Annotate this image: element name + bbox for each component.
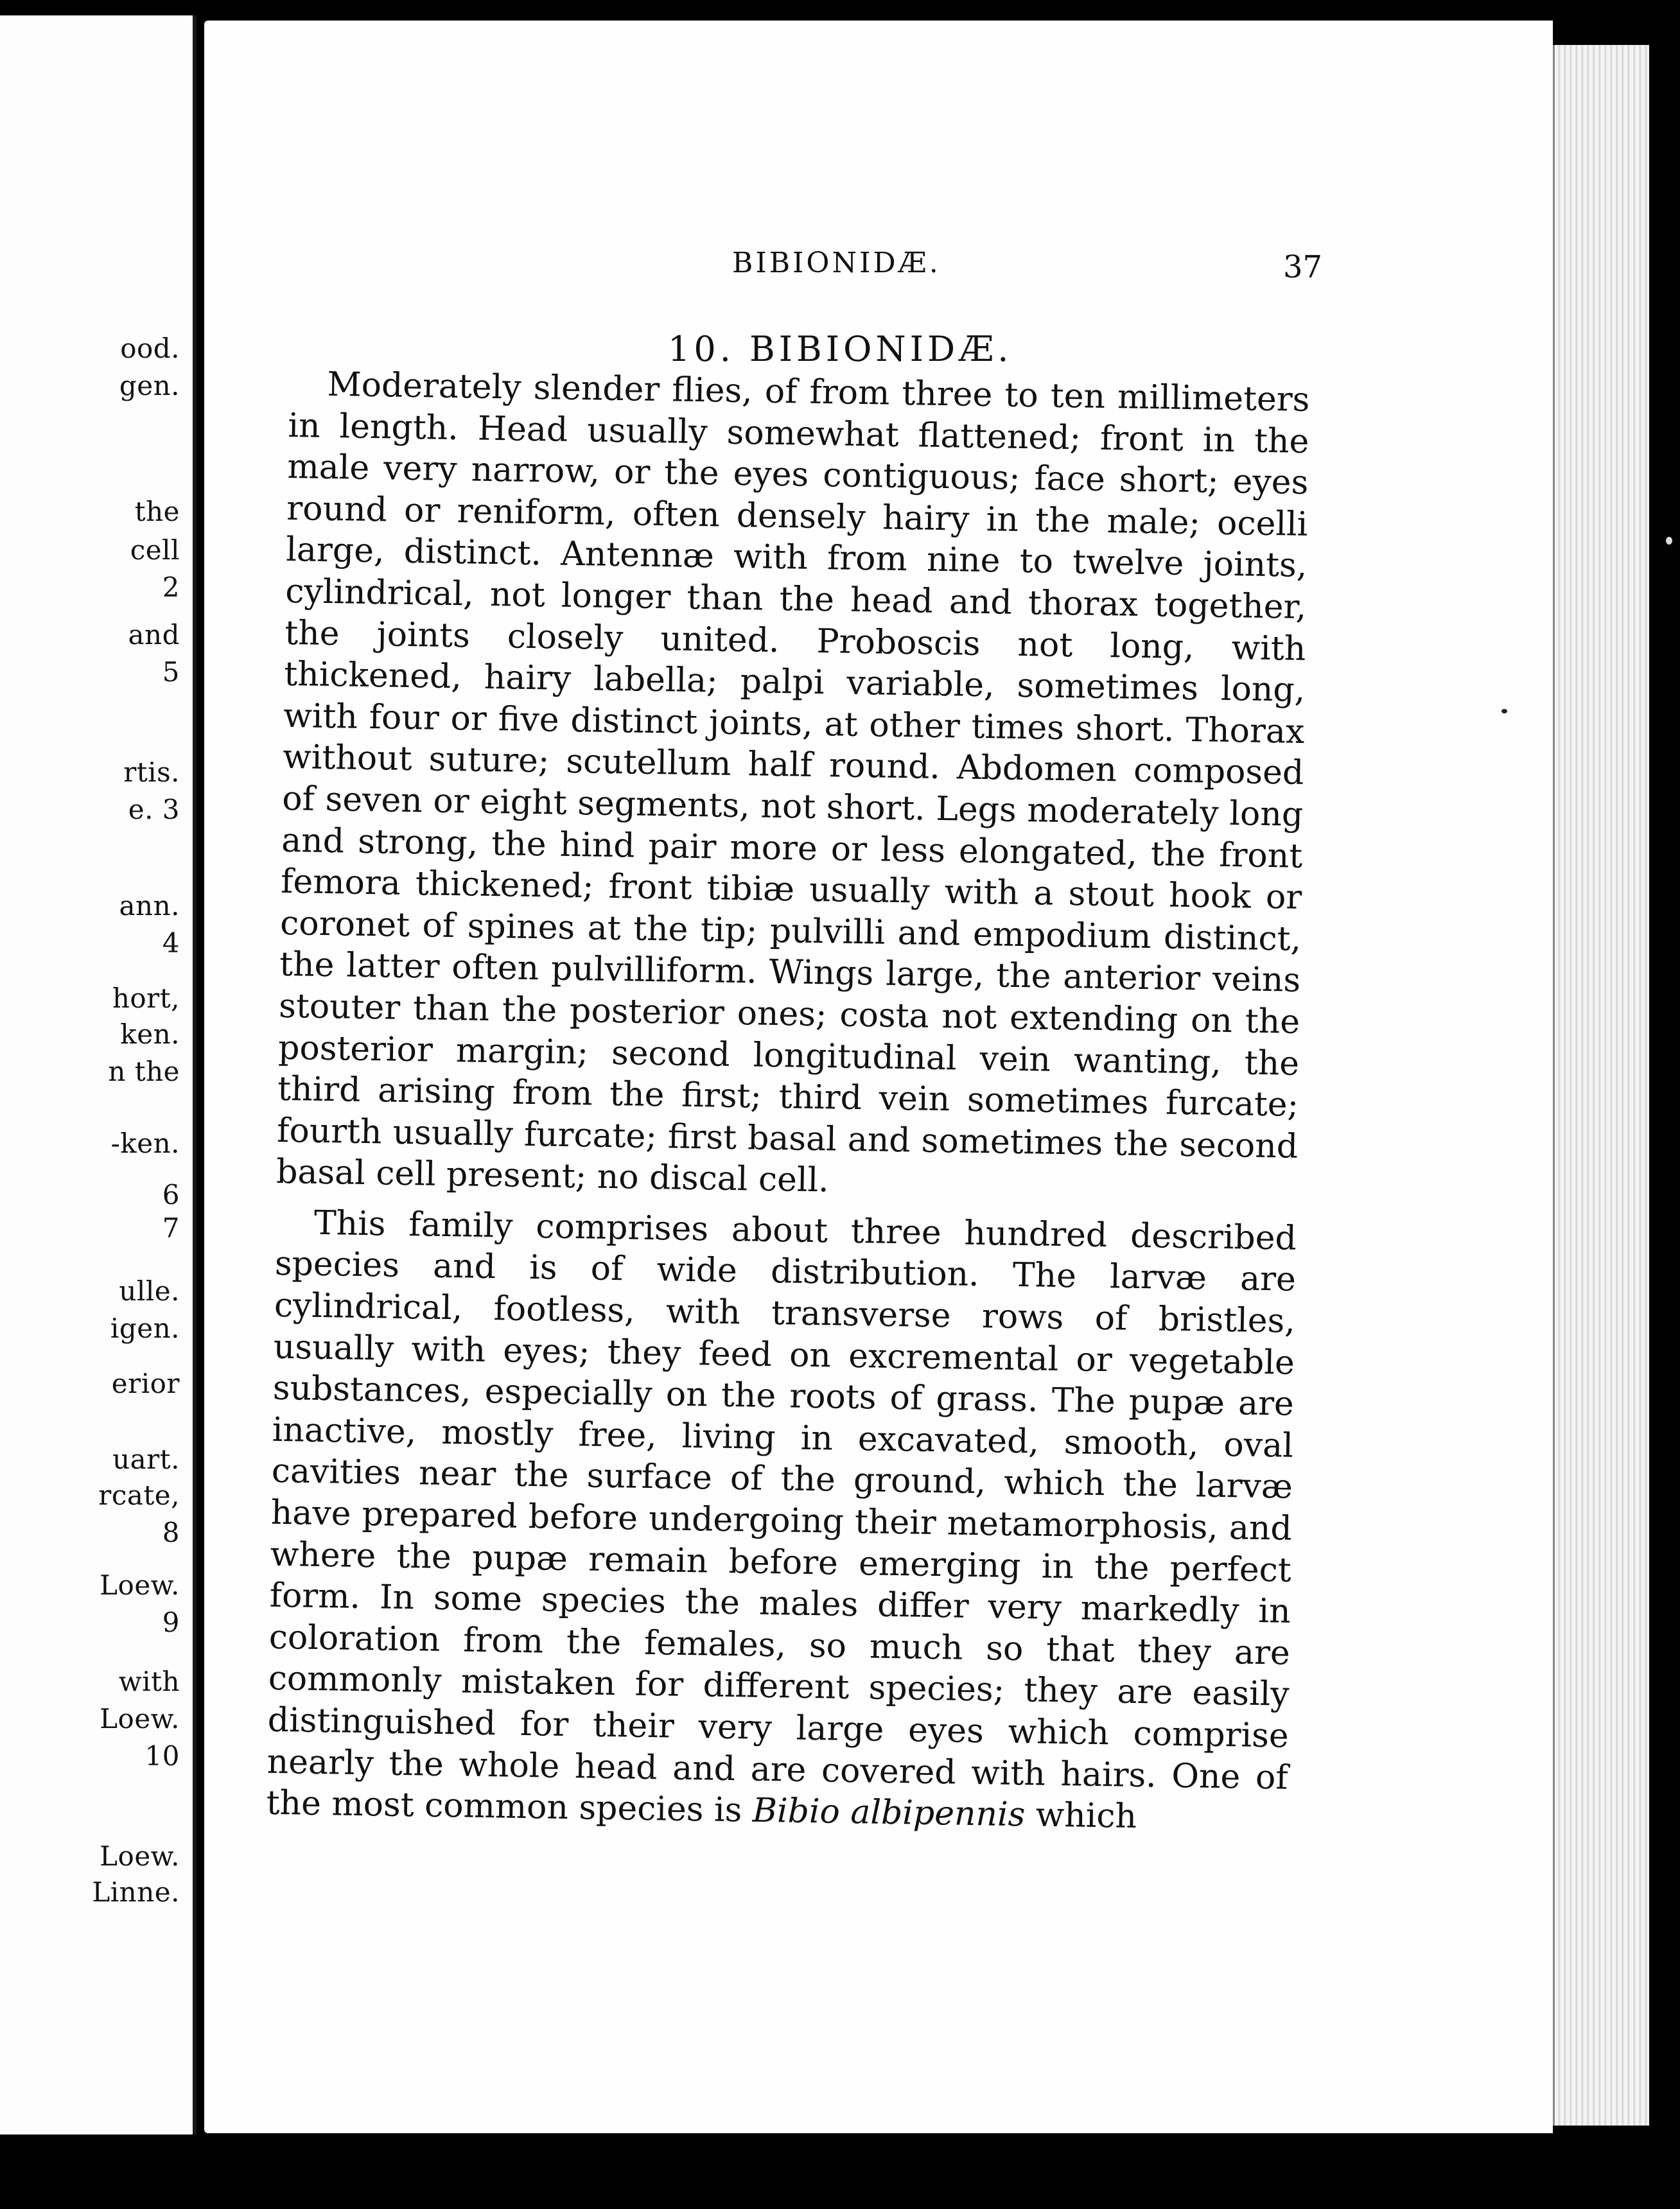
left-fragment: rtis. [123, 756, 180, 788]
left-fragment: 5 [162, 656, 180, 688]
left-fragment: 9 [162, 1607, 180, 1638]
left-fragment: 10 [144, 1740, 180, 1772]
left-fragment: erior [111, 1368, 180, 1399]
left-fragment: -ken. [110, 1128, 180, 1159]
left-fragment: and [128, 619, 180, 650]
page-edge [1553, 45, 1651, 2126]
left-fragment: hort, [112, 982, 180, 1014]
left-fragment: e. 3 [128, 794, 180, 825]
left-fragment: ulle. [119, 1275, 180, 1307]
left-fragment: gen. [119, 370, 180, 401]
left-fragment: ken. [120, 1018, 180, 1050]
left-fragment: 8 [162, 1517, 180, 1548]
left-fragment: 4 [162, 927, 180, 959]
left-fragment: 7 [162, 1212, 180, 1244]
paragraph-family-end: which [1024, 1795, 1137, 1837]
running-head: BIBIONIDÆ. [732, 247, 941, 279]
section-title: 10. BIBIONIDÆ. [668, 329, 1013, 369]
left-fragment: ood. [120, 333, 180, 364]
left-fragment: Loew. [100, 1703, 180, 1734]
left-fragment: igen. [110, 1313, 180, 1344]
left-fragment: the [134, 496, 180, 527]
left-facing-page [0, 15, 197, 2135]
paragraph-description: Moderately slender flies, of from three to ten millimeters in length. Head usually somewhat flattened; front in the male very narrow, or the eyes contiguous; face short; eyes round or reniform, often densely hairy in the male; ocelli large, distinct. Antennæ with from nine to twelve joints, cylindrical, not longer than the head and thorax together, the joints closely united. Proboscis not long, with thickened, hairy labella; palpi variable, sometimes long, with four or five distinct joints, at other times short. Thorax without suture; scutellum half round. Abdomen composed of seven or eight segments, not short. Legs moderately long and strong, the hind pair more or less elongated, the front femora thickened; front tibiæ usually with a stout hook or coronet of spines at the tip; pulvilli and empodium distinct, the latter often pulvilliform. Wings large, the anterior veins stouter than the posterior ones; costa not extending on the posterior margin; second longitudinal vein wanting, the third arising from the first; third vein sometimes furcate; fourth usually furcate; first basal and sometimes the second basal cell present; no discal cell. [276, 365, 1310, 1200]
left-fragment: uart. [112, 1444, 180, 1475]
left-fragment: Loew. [100, 1840, 180, 1872]
paragraph-family-text: This family comprises about three hundred described species and is of wide distribution. The larvæ are cylindrical, footless, with transverse rows of bristles, usually with eyes; they feed on excremental or vegetable substances, especially on the roots of grass. The pupæ are inactive, mostly free, living in excavated, smooth, oval cavities near the surface of the ground, which the larvæ have prepared before undergoing their metamorphosis, and where the pupæ remain before emerging in the perfect form. In some species the males differ very markedly in coloration from the females, so much so that they are commonly mistaken for different species; they are easily distinguished for their very large eyes which comprise nearly the whole head and are covered with hairs. One of the most common species is [266, 1203, 1297, 1830]
edge-shadow [1649, 45, 1680, 2126]
left-fragment: n the [108, 1056, 180, 1087]
left-fragment: 6 [162, 1179, 180, 1210]
left-fragment: 2 [162, 572, 180, 603]
ink-speck [1501, 709, 1507, 713]
species-name: Bibio albipennis [752, 1791, 1026, 1835]
left-fragment: with [118, 1666, 180, 1697]
left-fragment: Linne. [92, 1876, 180, 1908]
left-fragment: Loew. [100, 1569, 180, 1601]
paragraph-family [266, 1202, 1297, 1840]
left-fragment: rcate, [98, 1480, 180, 1511]
page-number: 37 [1283, 249, 1323, 285]
body-text [266, 363, 1310, 1840]
left-fragment: ann. [119, 890, 180, 921]
ink-speck [1666, 537, 1672, 545]
left-fragment: cell [130, 534, 180, 566]
